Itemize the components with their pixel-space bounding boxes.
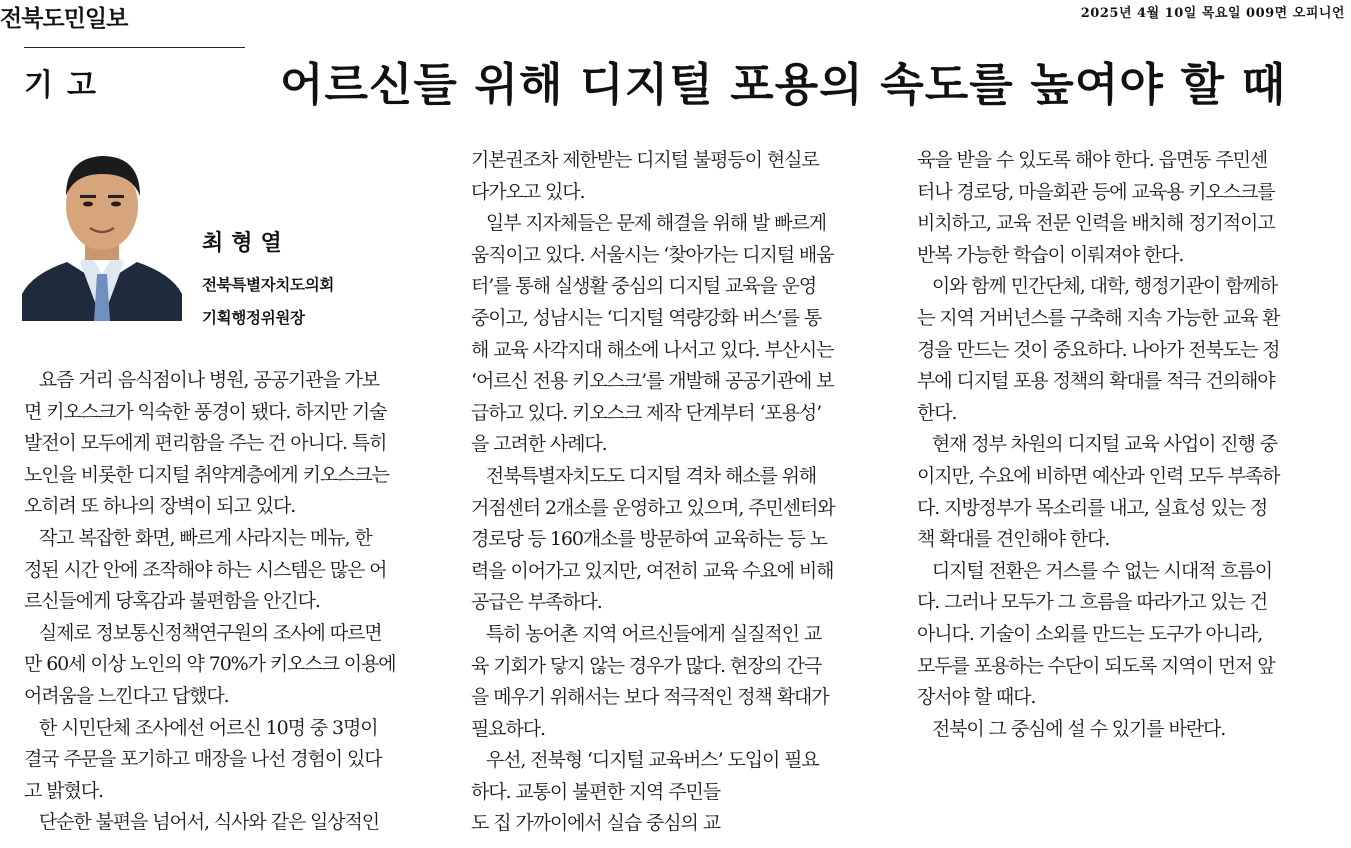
author-byline — [202, 226, 334, 335]
text-line: 전북이 그 중심에 설 수 있기를 바란다. — [917, 717, 1226, 740]
article-headline: 어르신들 위해 디지털 포용의 속도를 높여야 할 때 — [280, 58, 1287, 111]
text-line: 중이고, 성남시는 ‘디지털 역량강화 버스’를 통 — [471, 306, 822, 329]
text-line: 실제로 정보통신정책연구원의 조사에 따르면 — [24, 621, 382, 644]
text-line: 노인을 비롯한 디지털 취약계층에게 키오스크는 — [24, 463, 389, 486]
text-line: 경을 만드는 것이 중요하다. 나아가 전북도는 정 — [917, 338, 1280, 361]
text-line: 우선, 전북형 ‘디지털 교육버스’ 도입이 필요 — [471, 749, 819, 772]
issue-dateline: 2025년 4월 10일 목요일 009면 오피니언 — [1080, 6, 1345, 21]
text-line: 디지털 전환은 거스를 수 없는 시대적 흐름이 — [917, 559, 1273, 582]
text-line: 육 기회가 닿지 않는 경우가 많다. 현장의 간극 — [471, 654, 822, 677]
text-line: 면 키오스크가 익숙한 풍경이 됐다. 하지만 기술 — [24, 400, 387, 423]
text-line: 다. 그러나 모두가 그 흐름을 따라가고 있는 건 — [917, 591, 1268, 614]
text-line: 력을 이어가고 있지만, 여전히 교육 수요에 비해 — [471, 559, 834, 582]
text-line: 일부 지자체들은 문제 해결을 위해 발 빠르게 — [471, 212, 827, 235]
text-line: 는 지역 거버넌스를 구축해 지속 가능한 교육 환 — [917, 306, 1280, 329]
text-line: 비치하고, 교육 전문 인력을 배치해 정기적이고 — [917, 212, 1275, 235]
section-label: 기고 — [24, 68, 110, 103]
text-line: 오히려 또 하나의 장벽이 되고 있다. — [24, 495, 296, 518]
text-line: 부에 디지털 포용 정책의 확대를 적극 건의해야 — [917, 370, 1275, 393]
text-line: 터나 경로당, 마을회관 등에 교육용 키오스크를 — [917, 180, 1275, 203]
text-line: 터’를 통해 실생활 중심의 디지털 교육을 운영 — [471, 275, 817, 298]
newspaper-masthead: 전북도민일보 — [0, 5, 128, 32]
text-line: 모두를 포용하는 수단이 되도록 지역이 먼저 앞 — [917, 654, 1275, 677]
author-affiliation: 전북특별자치도의회 — [202, 276, 335, 294]
text-line: 요즘 거리 음식점이나 병원, 공공기관을 가보 — [24, 369, 380, 391]
author-name: 최형열 — [202, 231, 290, 256]
author-position: 기획행정위원장 — [202, 309, 305, 327]
text-line: 거점센터 2개소를 운영하고 있으며, 주민센터와 — [471, 496, 835, 519]
text-line: 공급은 부족하다. — [471, 591, 602, 614]
text-line: 한 시민단체 조사에선 어르신 10명 중 3명이 — [24, 716, 378, 739]
text-line: 하다. 교통이 불편한 지역 주민들 — [471, 780, 721, 803]
text-line: 전북특별자치도도 디지털 격차 해소를 위해 — [471, 464, 817, 487]
text-line: 기본권조차 제한받는 디지털 불평등이 현실로 — [471, 149, 819, 171]
section-divider — [24, 47, 245, 48]
text-line: 이와 함께 민간단체, 대학, 행정기관이 함께하 — [917, 275, 1277, 298]
text-line: ‘어르신 전용 키오스크’를 개발해 공공기관에 보 — [471, 370, 834, 393]
text-line: 한다. — [917, 401, 957, 424]
text-line: 반복 가능한 학습이 이뤄져야 한다. — [917, 243, 1184, 266]
text-line: 아니다. 기술이 소외를 만드는 도구가 아니라, — [917, 622, 1263, 645]
text-line: 을 메우기 위해서는 보다 적극적인 정책 확대가 — [471, 686, 829, 709]
article-column-2 — [471, 145, 891, 840]
text-line: 어려움을 느낀다고 답했다. — [24, 684, 229, 707]
text-line: 특히 농어촌 지역 어르신들에게 실질적인 교 — [471, 622, 822, 645]
text-line: 현재 정부 차원의 디지털 교육 사업이 진행 중 — [917, 433, 1277, 456]
text-line: 경로당 등 160개소를 방문하여 교육하는 등 노 — [471, 528, 827, 551]
text-line: 책 확대를 견인해야 한다. — [917, 528, 1110, 551]
text-line: 결국 주문을 포기하고 매장을 나선 경험이 있다 — [24, 748, 382, 771]
text-line: 다. 지방정부가 목소리를 내고, 실효성 있는 정 — [917, 496, 1268, 519]
article-column-1 — [24, 365, 444, 839]
text-line: 을 고려한 사례다. — [471, 433, 607, 456]
text-line: 정된 시간 안에 조작해야 하는 시스템은 많은 어 — [24, 558, 387, 581]
text-line: 필요하다. — [471, 717, 545, 740]
text-line: 발전이 모두에게 편리함을 주는 건 아니다. 특히 — [24, 432, 387, 455]
text-line: 이지만, 수요에 비하면 예산과 인력 모두 부족하 — [917, 464, 1280, 487]
text-line: 단순한 불편을 넘어서, 식사와 같은 일상적인 — [24, 811, 380, 834]
text-line: 르신들에게 당혹감과 불편함을 안긴다. — [24, 590, 320, 613]
text-line: 움직이고 있다. 서울시는 ‘찾아가는 디지털 배움 — [471, 243, 834, 266]
author-photo — [22, 134, 182, 321]
text-line: 급하고 있다. 키오스크 제작 단계부터 ‘포용성’ — [471, 401, 822, 424]
text-line: 작고 복잡한 화면, 빠르게 사라지는 메뉴, 한 — [24, 526, 372, 549]
text-line: 만 60세 이상 노인의 약 70%가 키오스크 이용에 — [24, 653, 396, 676]
text-line: 육을 받을 수 있도록 해야 한다. 읍면동 주민센 — [917, 149, 1268, 171]
text-line: 해 교육 사각지대 해소에 나서고 있다. 부산시는 — [471, 338, 834, 361]
text-line: 다가오고 있다. — [471, 180, 585, 203]
article-column-3 — [917, 145, 1337, 745]
text-line: 장서야 할 때다. — [917, 686, 1036, 709]
text-line: 도 집 가까이에서 실습 중심의 교 — [471, 812, 721, 835]
text-line: 고 밝혔다. — [24, 779, 103, 802]
